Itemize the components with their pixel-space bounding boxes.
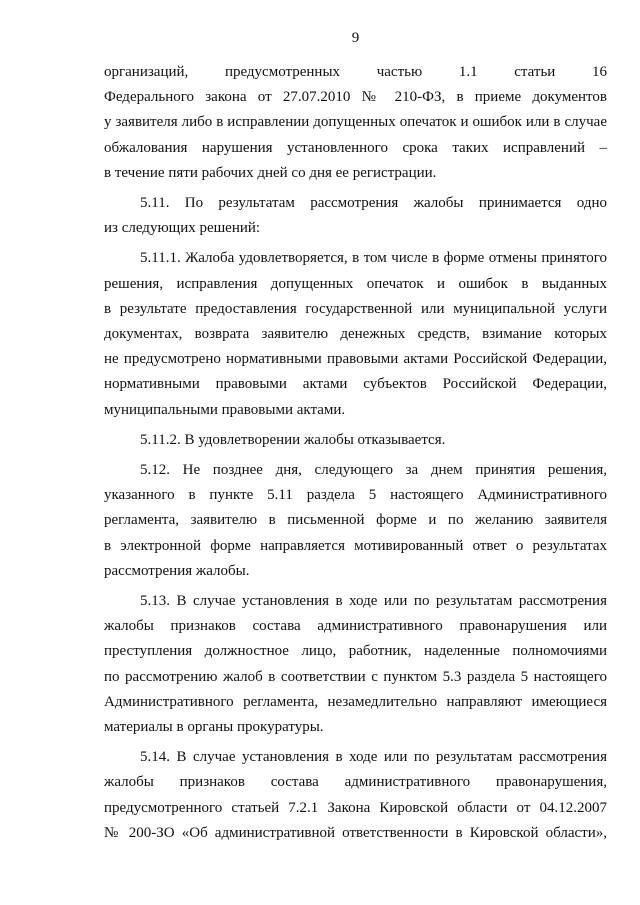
text-line: муниципальными правовыми актами. xyxy=(104,401,346,418)
text-line: предусмотренного статьей 7.2.1 Закона Кировской области от 04.12.2007 xyxy=(104,799,607,816)
text-line: жалобы признаков состава административного правонарушения или xyxy=(104,618,607,635)
text-line: не предусмотрено нормативными правовыми актами Российской Федерации, xyxy=(104,351,607,368)
text-line: Федерального закона от 27.07.2010 № 210-ФЗ, в приеме документов xyxy=(104,89,607,106)
text-line: преступления должностное лицо, работник, наделенные полномочиями xyxy=(104,643,607,660)
text-line: у заявителя либо в исправлении допущенных опечаток и ошибок или в случае xyxy=(104,114,607,131)
text-line: нормативными правовыми актами субъектов Российской Федерации, xyxy=(104,376,607,393)
text-line: рассмотрения жалобы. xyxy=(104,562,250,579)
text-line: обжалования нарушения установленного срока таких исправлений – xyxy=(104,139,607,156)
text-line: документах, возврата заявителю денежных средств, взимание которых xyxy=(104,326,607,342)
text-line: решения, исправления допущенных опечаток и ошибок в выданных xyxy=(104,275,607,292)
text-line: 5.11.2. В удовлетворении жалобы отказывается. xyxy=(140,431,446,448)
text-line: в электронной форме направляется мотивированный ответ о результатах xyxy=(104,537,607,554)
text-line: из следующих решений: xyxy=(104,220,261,237)
text-line: 5.11.1. Жалоба удовлетворяется, в том числе в форме отмены принятого xyxy=(140,250,607,267)
page-number: 9 xyxy=(351,30,360,46)
text-line: в результате предоставления государственной или муниципальной услуги xyxy=(104,300,607,317)
text-line: жалобы признаков состава административного правонарушения, xyxy=(104,774,607,791)
text-line: Административного регламента, незамедлительно направляют имеющиеся xyxy=(104,693,607,710)
text-line: по рассмотрению жалоб в соответствии с пунктом 5.3 раздела 5 настоящего xyxy=(104,668,607,685)
text-line: № 200-ЗО «Об административной ответственности в Кировской области», xyxy=(104,824,607,841)
text-line: 5.12. Не позднее дня, следующего за днем принятия решения, xyxy=(140,462,607,478)
text-line: организаций, предусмотренных частью 1.1 статьи 16 xyxy=(104,64,607,80)
text-line: 5.11. По результатам рассмотрения жалобы принимается одно xyxy=(140,195,607,211)
text-line: регламента, заявителю в письменной форме и по желанию заявителя xyxy=(104,512,607,529)
text-line: указанного в пункте 5.11 раздела 5 настоящего Административного xyxy=(104,487,607,504)
text-line: 5.13. В случае установления в ходе или по результатам рассмотрения xyxy=(140,593,607,609)
text-line: материалы в органы прокуратуры. xyxy=(104,719,324,735)
text-line: в течение пяти рабочих дней со дня ее регистрации. xyxy=(104,164,437,181)
text-line: 5.14. В случае установления в ходе или по результатам рассмотрения xyxy=(140,749,607,766)
